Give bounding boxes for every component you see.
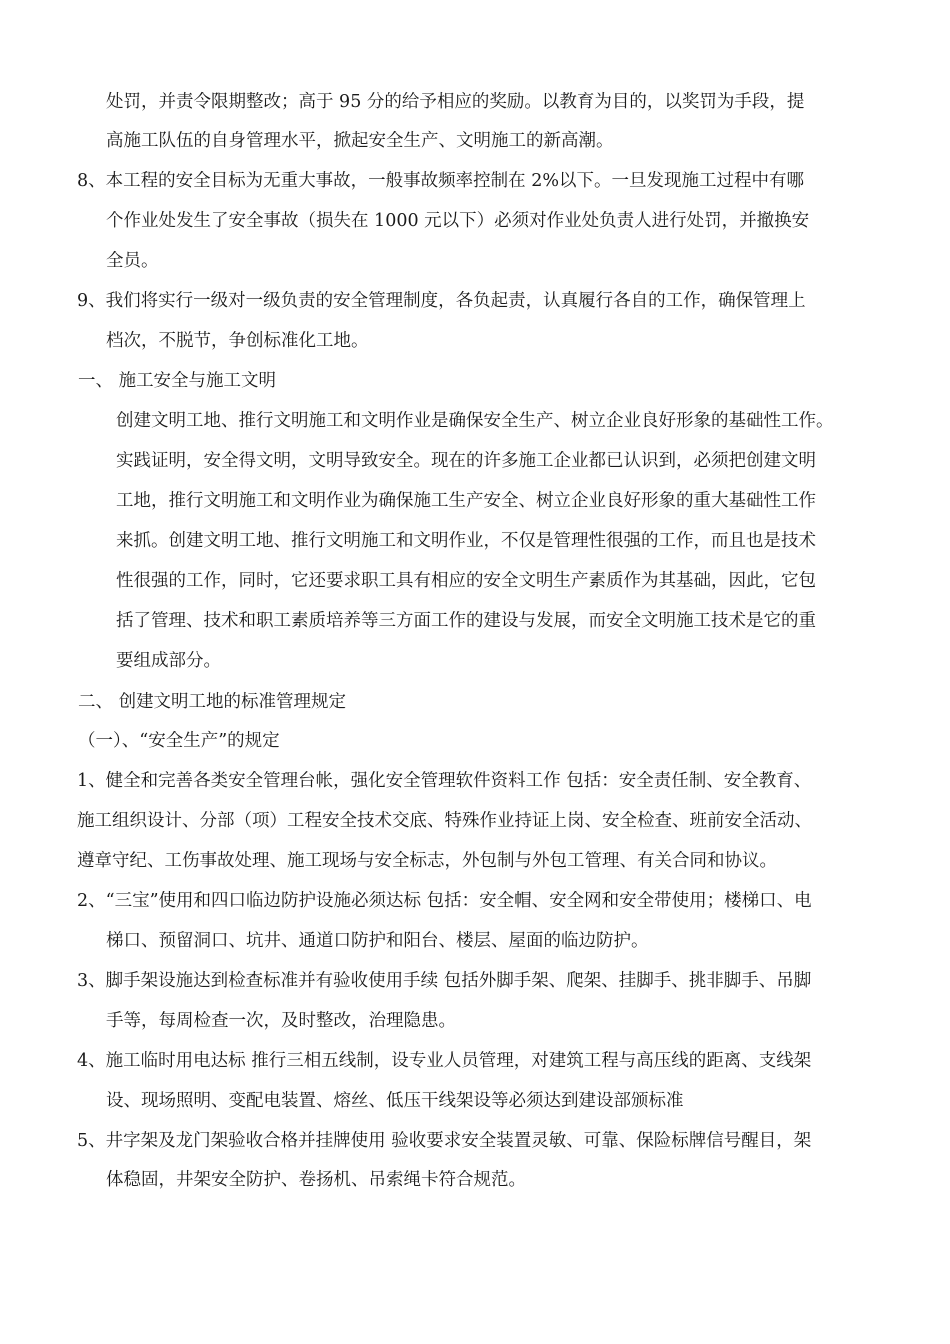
text-line: 档次，不脱节，争创标准化工地。 xyxy=(106,331,369,351)
section-heading: 一、 施工安全与施工文明 xyxy=(78,371,277,391)
text-line: 手等，每周检查一次，及时整改，治理隐患。 xyxy=(106,1011,456,1031)
text-line: 处罚，并责令限期整改；高于 95 分的给予相应的奖励。以教育为目的，以奖罚为手段，提 xyxy=(106,92,805,112)
text-line: 来抓。创建文明工地、推行文明施工和文明作业，不仅是管理性很强的工作，而且也是技术 xyxy=(116,531,816,551)
text-line: 创建文明工地、推行文明施工和文明作业是确保安全生产、树立企业良好形象的基础性工作。 xyxy=(116,411,834,431)
text-line: 高施工队伍的自身管理水平，掀起安全生产、文明施工的新高潮。 xyxy=(106,131,614,151)
text-line: 性很强的工作，同时，它还要求职工具有相应的安全文明生产素质作为其基础，因此，它包 xyxy=(116,571,816,591)
text-line: 9、我们将实行一级对一级负责的安全管理制度，各负起责，认真履行各自的工作，确保管理上 xyxy=(77,291,806,311)
text-line: 设、现场照明、变配电装置、熔丝、低压干线架设等必须达到建设部颁标准 xyxy=(106,1091,684,1111)
text-line: 全员。 xyxy=(106,251,159,271)
text-line: 括了管理、技术和职工素质培养等三方面工作的建设与发展，而安全文明施工技术是它的重 xyxy=(116,611,816,631)
text-line: 1、健全和完善各类安全管理台帐，强化安全管理软件资料工作 包括：安全责任制、安全教育、 xyxy=(77,771,812,791)
text-line: 5、井字架及龙门架验收合格并挂牌使用 验收要求安全装置灵敏、可靠、保险标牌信号醒目，架 xyxy=(77,1131,812,1151)
text-line: 要组成部分。 xyxy=(116,651,221,671)
text-line: 梯口、预留洞口、坑井、通道口防护和阳台、楼层、屋面的临边防护。 xyxy=(106,931,649,951)
text-line: 施工组织设计、分部（项）工程安全技术交底、特殊作业持证上岗、安全检查、班前安全活动、 xyxy=(77,811,812,831)
text-line: 体稳固，井架安全防护、卷扬机、吊索绳卡符合规范。 xyxy=(106,1170,526,1190)
text-line: 8、本工程的安全目标为无重大事故，一般事故频率控制在 2%以下。一旦发现施工过程中有哪 xyxy=(77,171,804,191)
text-line: 遵章守纪、工伤事故处理、施工现场与安全标志，外包制与外包工管理、有关合同和协议。 xyxy=(77,851,777,871)
subsection-heading: （一）、“安全生产”的规定 xyxy=(78,731,280,751)
text-line: 2、“三宝”使用和四口临边防护设施必须达标 包括：安全帽、安全网和安全带使用；楼梯口、电 xyxy=(77,891,812,911)
section-heading: 二、 创建文明工地的标准管理规定 xyxy=(78,692,347,712)
text-line: 4、施工临时用电达标 推行三相五线制，设专业人员管理，对建筑工程与高压线的距离、支线架 xyxy=(77,1051,812,1071)
text-line: 个作业处发生了安全事故（损失在 1000 元以下）必须对作业处负责人进行处罚，并撤换安 xyxy=(106,211,810,231)
text-line: 3、脚手架设施达到检查标准并有验收使用手续 包括外脚手架、爬架、挂脚手、挑非脚手、吊脚 xyxy=(77,971,812,991)
text-line: 工地，推行文明施工和文明作业为确保施工生产安全、树立企业良好形象的重大基础性工作 xyxy=(116,491,816,511)
text-line: 实践证明，安全得文明，文明导致安全。现在的许多施工企业都已认识到，必须把创建文明 xyxy=(116,451,816,471)
